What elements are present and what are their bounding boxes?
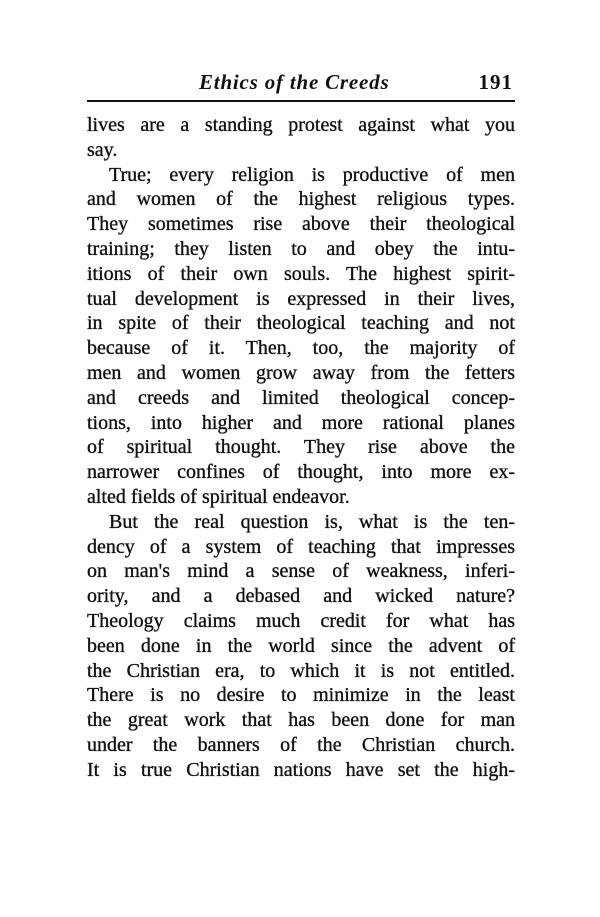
text-line — [87, 609, 515, 634]
text-line-content: lives are a standing protest against what you — [87, 114, 515, 136]
text-line — [87, 659, 515, 684]
text-line-content: the great work that has been done for man — [87, 709, 515, 732]
text-line — [87, 510, 515, 535]
text-line-content: itions of their own souls. The highest spirit- — [87, 262, 515, 285]
header-rule — [87, 100, 515, 102]
text-line — [87, 287, 515, 312]
text-line — [87, 634, 515, 659]
text-line-content: say. — [87, 138, 118, 161]
text-line — [87, 411, 515, 436]
text-line-content: on man's mind a sense of weakness, inferi- — [87, 560, 515, 583]
text-line-content: There is no desire to minimize in the least — [87, 684, 515, 707]
text-line-content: They sometimes rise above their theological — [87, 213, 515, 236]
chapter-title: Ethics of the Creeds — [199, 70, 390, 94]
text-line-content: Theology claims much credit for what has — [87, 609, 515, 632]
text-line — [87, 311, 515, 336]
text-line-content: been done in the world since the advent of — [87, 634, 515, 657]
page-number: 191 — [478, 70, 513, 94]
text-line — [87, 237, 515, 262]
text-line — [87, 559, 515, 584]
text-line — [87, 460, 515, 485]
text-line — [87, 708, 515, 733]
text-line-content: and women of the highest religious types. — [87, 188, 515, 211]
text-line — [87, 485, 515, 510]
text-line — [87, 584, 515, 609]
text-line-content: ority, and a debased and wicked nature? — [87, 585, 515, 608]
text-line-content: because of it. Then, too, the majority of — [87, 337, 515, 360]
text-line — [87, 262, 515, 287]
text-line — [87, 435, 515, 460]
text-line-content: It is true Christian nations have set the high- — [87, 758, 515, 781]
text-line-content: narrower confines of thought, into more ex- — [87, 461, 515, 484]
text-line — [87, 361, 515, 386]
text-line — [87, 187, 515, 212]
text-line — [87, 758, 515, 783]
text-line-content: tions, into higher and more rational planes — [87, 411, 515, 434]
text-line-content: and creeds and limited theological concep- — [87, 386, 515, 409]
text-line-content: men and women grow away from the fetters — [87, 361, 515, 384]
text-line-content: in spite of their theological teaching and not — [87, 312, 515, 335]
running-header — [87, 70, 515, 98]
text-line-content: under the banners of the Christian church. — [87, 733, 515, 756]
text-line-content: But the real question is, what is the ten- — [109, 510, 515, 533]
text-line-content: alted fields of spiritual endeavor. — [87, 485, 350, 508]
text-line-content: training; they listen to and obey the intu- — [87, 237, 515, 260]
text-line-content: dency of a system of teaching that impresses — [87, 535, 515, 558]
text-line-content: the Christian era, to which it is not entitled. — [87, 659, 515, 682]
text-line-content: True; every religion is productive of men — [109, 163, 515, 186]
body-text — [87, 113, 515, 783]
text-line — [87, 113, 515, 138]
text-line — [87, 535, 515, 560]
text-line-content: tual development is expressed in their lives, — [87, 287, 515, 310]
text-line — [87, 336, 515, 361]
text-line — [87, 138, 515, 163]
text-line — [87, 733, 515, 758]
text-line — [87, 386, 515, 411]
text-line — [87, 212, 515, 237]
text-line — [87, 683, 515, 708]
text-line-content: of spiritual thought. They rise above the — [87, 436, 515, 459]
text-line — [87, 163, 515, 188]
